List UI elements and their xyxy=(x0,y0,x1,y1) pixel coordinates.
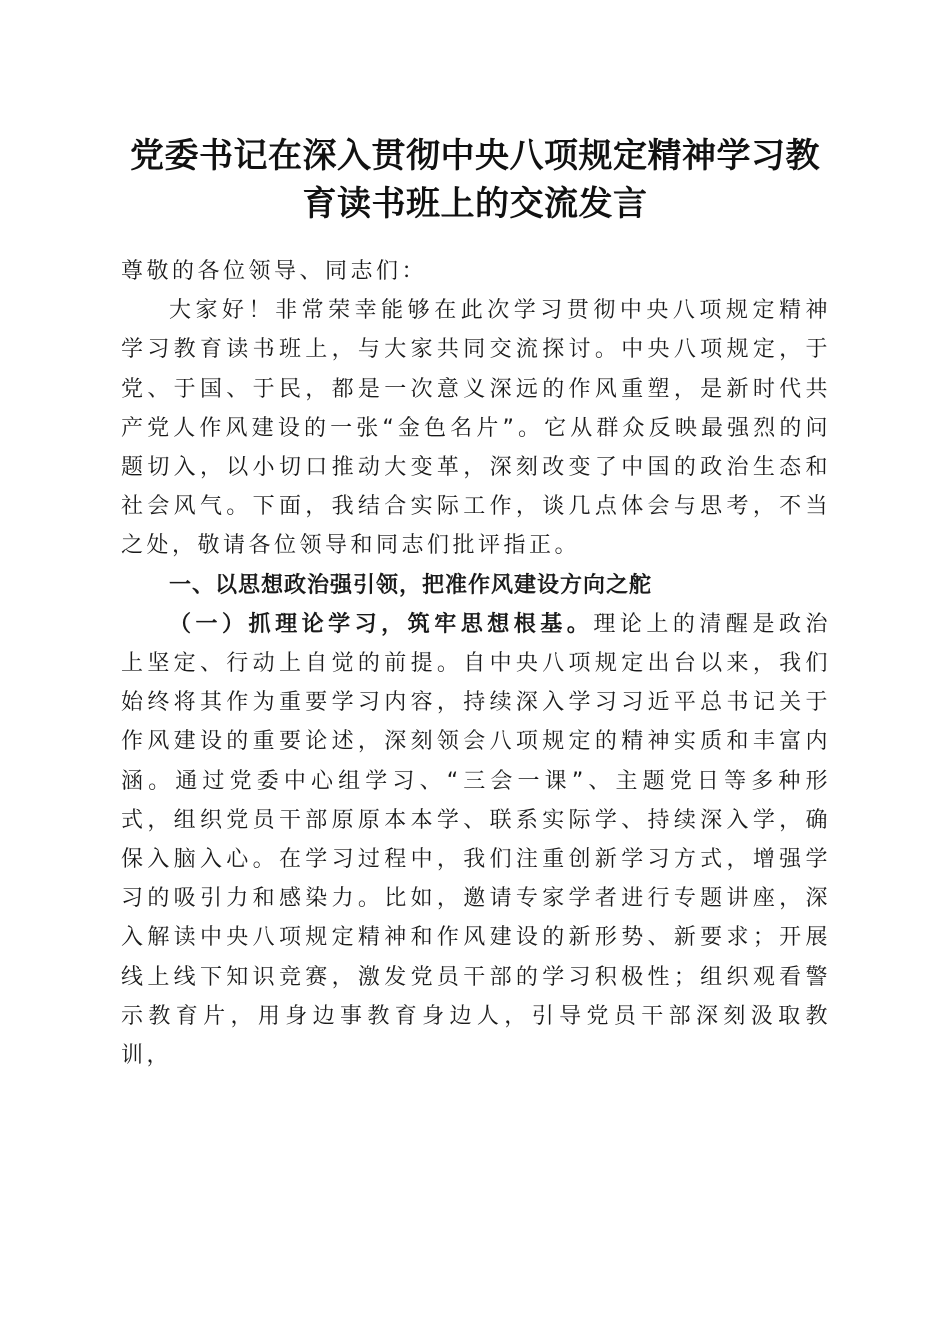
document-body xyxy=(121,252,831,1075)
subsection-body-1: 理论上的清醒是政治上坚定、行动上自觉的前提。自中央八项规定出台以来，我们始终将其作为重要学习内容，持续深入学习习近平总书记关于作风建设的重要论述，深刻领会八项规定的精神实质和丰富内涵。通过党委中心组学习、“三会一课”、主题党日等多种形式，组织党员干部原原本本学、联系实际学、持续深入学，确保入脑入心。在学习过程中，我们注重创新学习方式，增强学习的吸引力和感染力。比如，邀请专家学者进行专题讲座，深入解读中央八项规定精神和作风建设的新形势、新要求；开展线上线下知识竞赛，激发党员干部的学习积极性；组织观看警示教育片，用身边事教育身边人，引导党员干部深刻汲取教训， xyxy=(121,611,831,1069)
salutation: 尊敬的各位领导、同志们： xyxy=(121,259,428,284)
subsection-paragraph-1 xyxy=(121,605,831,1075)
section-heading-1: 一、以思想政治强引领，把准作风建设方向之舵 xyxy=(169,572,653,598)
intro-paragraph: 大家好！非常荣幸能够在此次学习贯彻中央八项规定精神学习教育读书班上，与大家共同交流探讨。中央八项规定，于党、于国、于民，都是一次意义深远的作风重塑，是新时代共产党人作风建设的一张“金色名片”。它从群众反映最强烈的问题切入，以小切口推动大变革，深刻改变了中国的政治生态和社会风气。下面，我结合实际工作，谈几点体会与思考，不当之处，敬请各位领导和同志们批评指正。 xyxy=(121,298,831,559)
title-line-2: 育读书班上的交流发言 xyxy=(302,184,648,224)
title-line-1: 党委书记在深入贯彻中央八项规定精神学习教 xyxy=(130,136,820,176)
document-title xyxy=(100,132,850,228)
subsection-heading-1: （一）抓理论学习，筑牢思想根基。 xyxy=(169,611,594,637)
